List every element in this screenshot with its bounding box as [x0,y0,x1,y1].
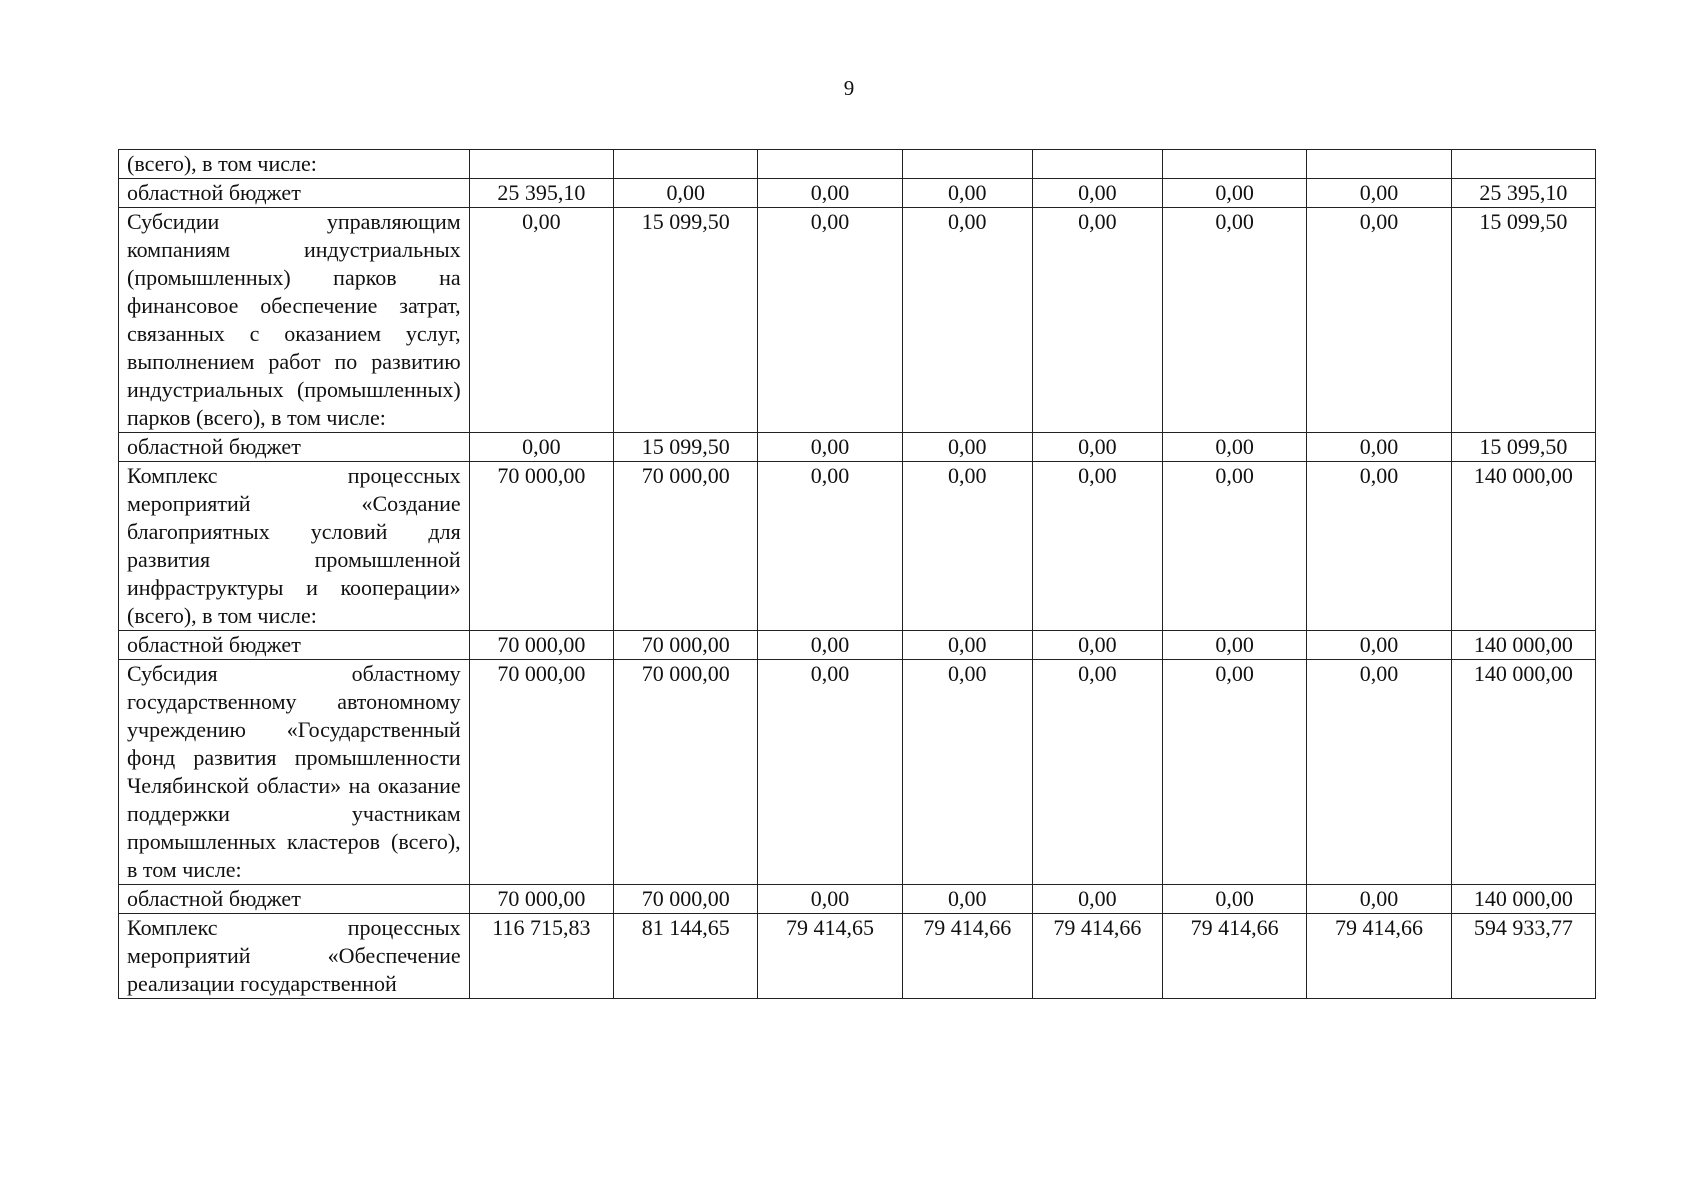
value-cell: 0,00 [758,179,902,208]
value-cell: 0,00 [902,433,1032,462]
value-cell: 0,00 [758,433,902,462]
value-cell: 70 000,00 [469,885,613,914]
value-cell: 0,00 [1307,208,1451,433]
value-cell: 81 144,65 [614,914,758,999]
value-cell: 0,00 [1162,433,1306,462]
value-cell: 0,00 [469,433,613,462]
value-cell: 0,00 [1307,885,1451,914]
value-cell: 0,00 [1162,631,1306,660]
value-cell: 0,00 [1162,885,1306,914]
value-cell: 79 414,65 [758,914,902,999]
value-cell: 0,00 [1032,179,1162,208]
value-cell [902,150,1032,179]
value-cell: 140 000,00 [1451,885,1595,914]
value-cell: 15 099,50 [1451,433,1595,462]
value-cell: 70 000,00 [469,660,613,885]
value-cell: 0,00 [758,631,902,660]
budget-table [118,149,1596,999]
value-cell: 0,00 [1032,631,1162,660]
value-cell: 0,00 [902,462,1032,631]
value-cell: 0,00 [902,631,1032,660]
value-cell: 0,00 [758,462,902,631]
value-cell: 0,00 [902,885,1032,914]
table-row [119,150,1596,179]
value-cell: 0,00 [758,885,902,914]
value-cell: 140 000,00 [1451,660,1595,885]
value-cell: 0,00 [1032,462,1162,631]
value-cell: 0,00 [902,208,1032,433]
value-cell: 15 099,50 [614,208,758,433]
value-cell [1032,150,1162,179]
value-cell: 0,00 [1307,462,1451,631]
row-label-cell: Субсидия областному государственному автономному учреждению «Государственный фонд развития промышленности Челябинской области» на оказание поддержки участникам промышленных кластеров (всего), в том числе: [119,660,470,885]
value-cell: 0,00 [1032,208,1162,433]
value-cell: 140 000,00 [1451,462,1595,631]
table-row [119,208,1596,433]
value-cell: 0,00 [1032,660,1162,885]
value-cell: 594 933,77 [1451,914,1595,999]
table-row [119,433,1596,462]
row-label-cell: областной бюджет [119,179,470,208]
value-cell [1451,150,1595,179]
value-cell: 70 000,00 [614,462,758,631]
value-cell: 0,00 [1032,433,1162,462]
value-cell [1307,150,1451,179]
value-cell: 0,00 [902,179,1032,208]
value-cell [758,150,902,179]
value-cell: 70 000,00 [614,660,758,885]
value-cell [614,150,758,179]
table-row [119,660,1596,885]
row-label-cell: областной бюджет [119,885,470,914]
value-cell: 70 000,00 [614,885,758,914]
value-cell: 15 099,50 [614,433,758,462]
table-row [119,179,1596,208]
value-cell: 0,00 [614,179,758,208]
table-row [119,631,1596,660]
value-cell: 0,00 [1162,208,1306,433]
row-label-cell: областной бюджет [119,433,470,462]
table-row [119,462,1596,631]
value-cell: 25 395,10 [1451,179,1595,208]
value-cell: 140 000,00 [1451,631,1595,660]
value-cell: 0,00 [1307,660,1451,885]
value-cell: 70 000,00 [614,631,758,660]
value-cell: 79 414,66 [1307,914,1451,999]
row-label-cell: Комплекс процессных мероприятий «Создание благоприятных условий для развития промышленной инфраструктуры и кооперации» (всего), в том числе: [119,462,470,631]
value-cell: 0,00 [469,208,613,433]
value-cell: 0,00 [1307,179,1451,208]
value-cell: 79 414,66 [1162,914,1306,999]
value-cell: 0,00 [1307,433,1451,462]
value-cell: 0,00 [1162,660,1306,885]
value-cell: 0,00 [758,660,902,885]
row-label-cell: (всего), в том числе: [119,150,470,179]
value-cell: 0,00 [1162,179,1306,208]
row-label-cell: областной бюджет [119,631,470,660]
value-cell [1162,150,1306,179]
row-label-cell: Комплекс процессных мероприятий «Обеспечение реализации государственной [119,914,470,999]
value-cell: 0,00 [758,208,902,433]
page-number: 9 [843,76,855,100]
row-label-cell: Субсидии управляющим компаниям индустриальных (промышленных) парков на финансовое обеспечение затрат, связанных с оказанием услуг, выполнением работ по развитию индустриальных (промышленных) парков (всего), в том числе: [119,208,470,433]
value-cell: 0,00 [1307,631,1451,660]
value-cell: 116 715,83 [469,914,613,999]
value-cell: 0,00 [902,660,1032,885]
value-cell: 25 395,10 [469,179,613,208]
value-cell: 79 414,66 [902,914,1032,999]
value-cell: 70 000,00 [469,631,613,660]
value-cell: 0,00 [1032,885,1162,914]
table-row [119,914,1596,999]
value-cell: 15 099,50 [1451,208,1595,433]
value-cell: 0,00 [1162,462,1306,631]
value-cell [469,150,613,179]
value-cell: 70 000,00 [469,462,613,631]
table-row [119,885,1596,914]
value-cell: 79 414,66 [1032,914,1162,999]
